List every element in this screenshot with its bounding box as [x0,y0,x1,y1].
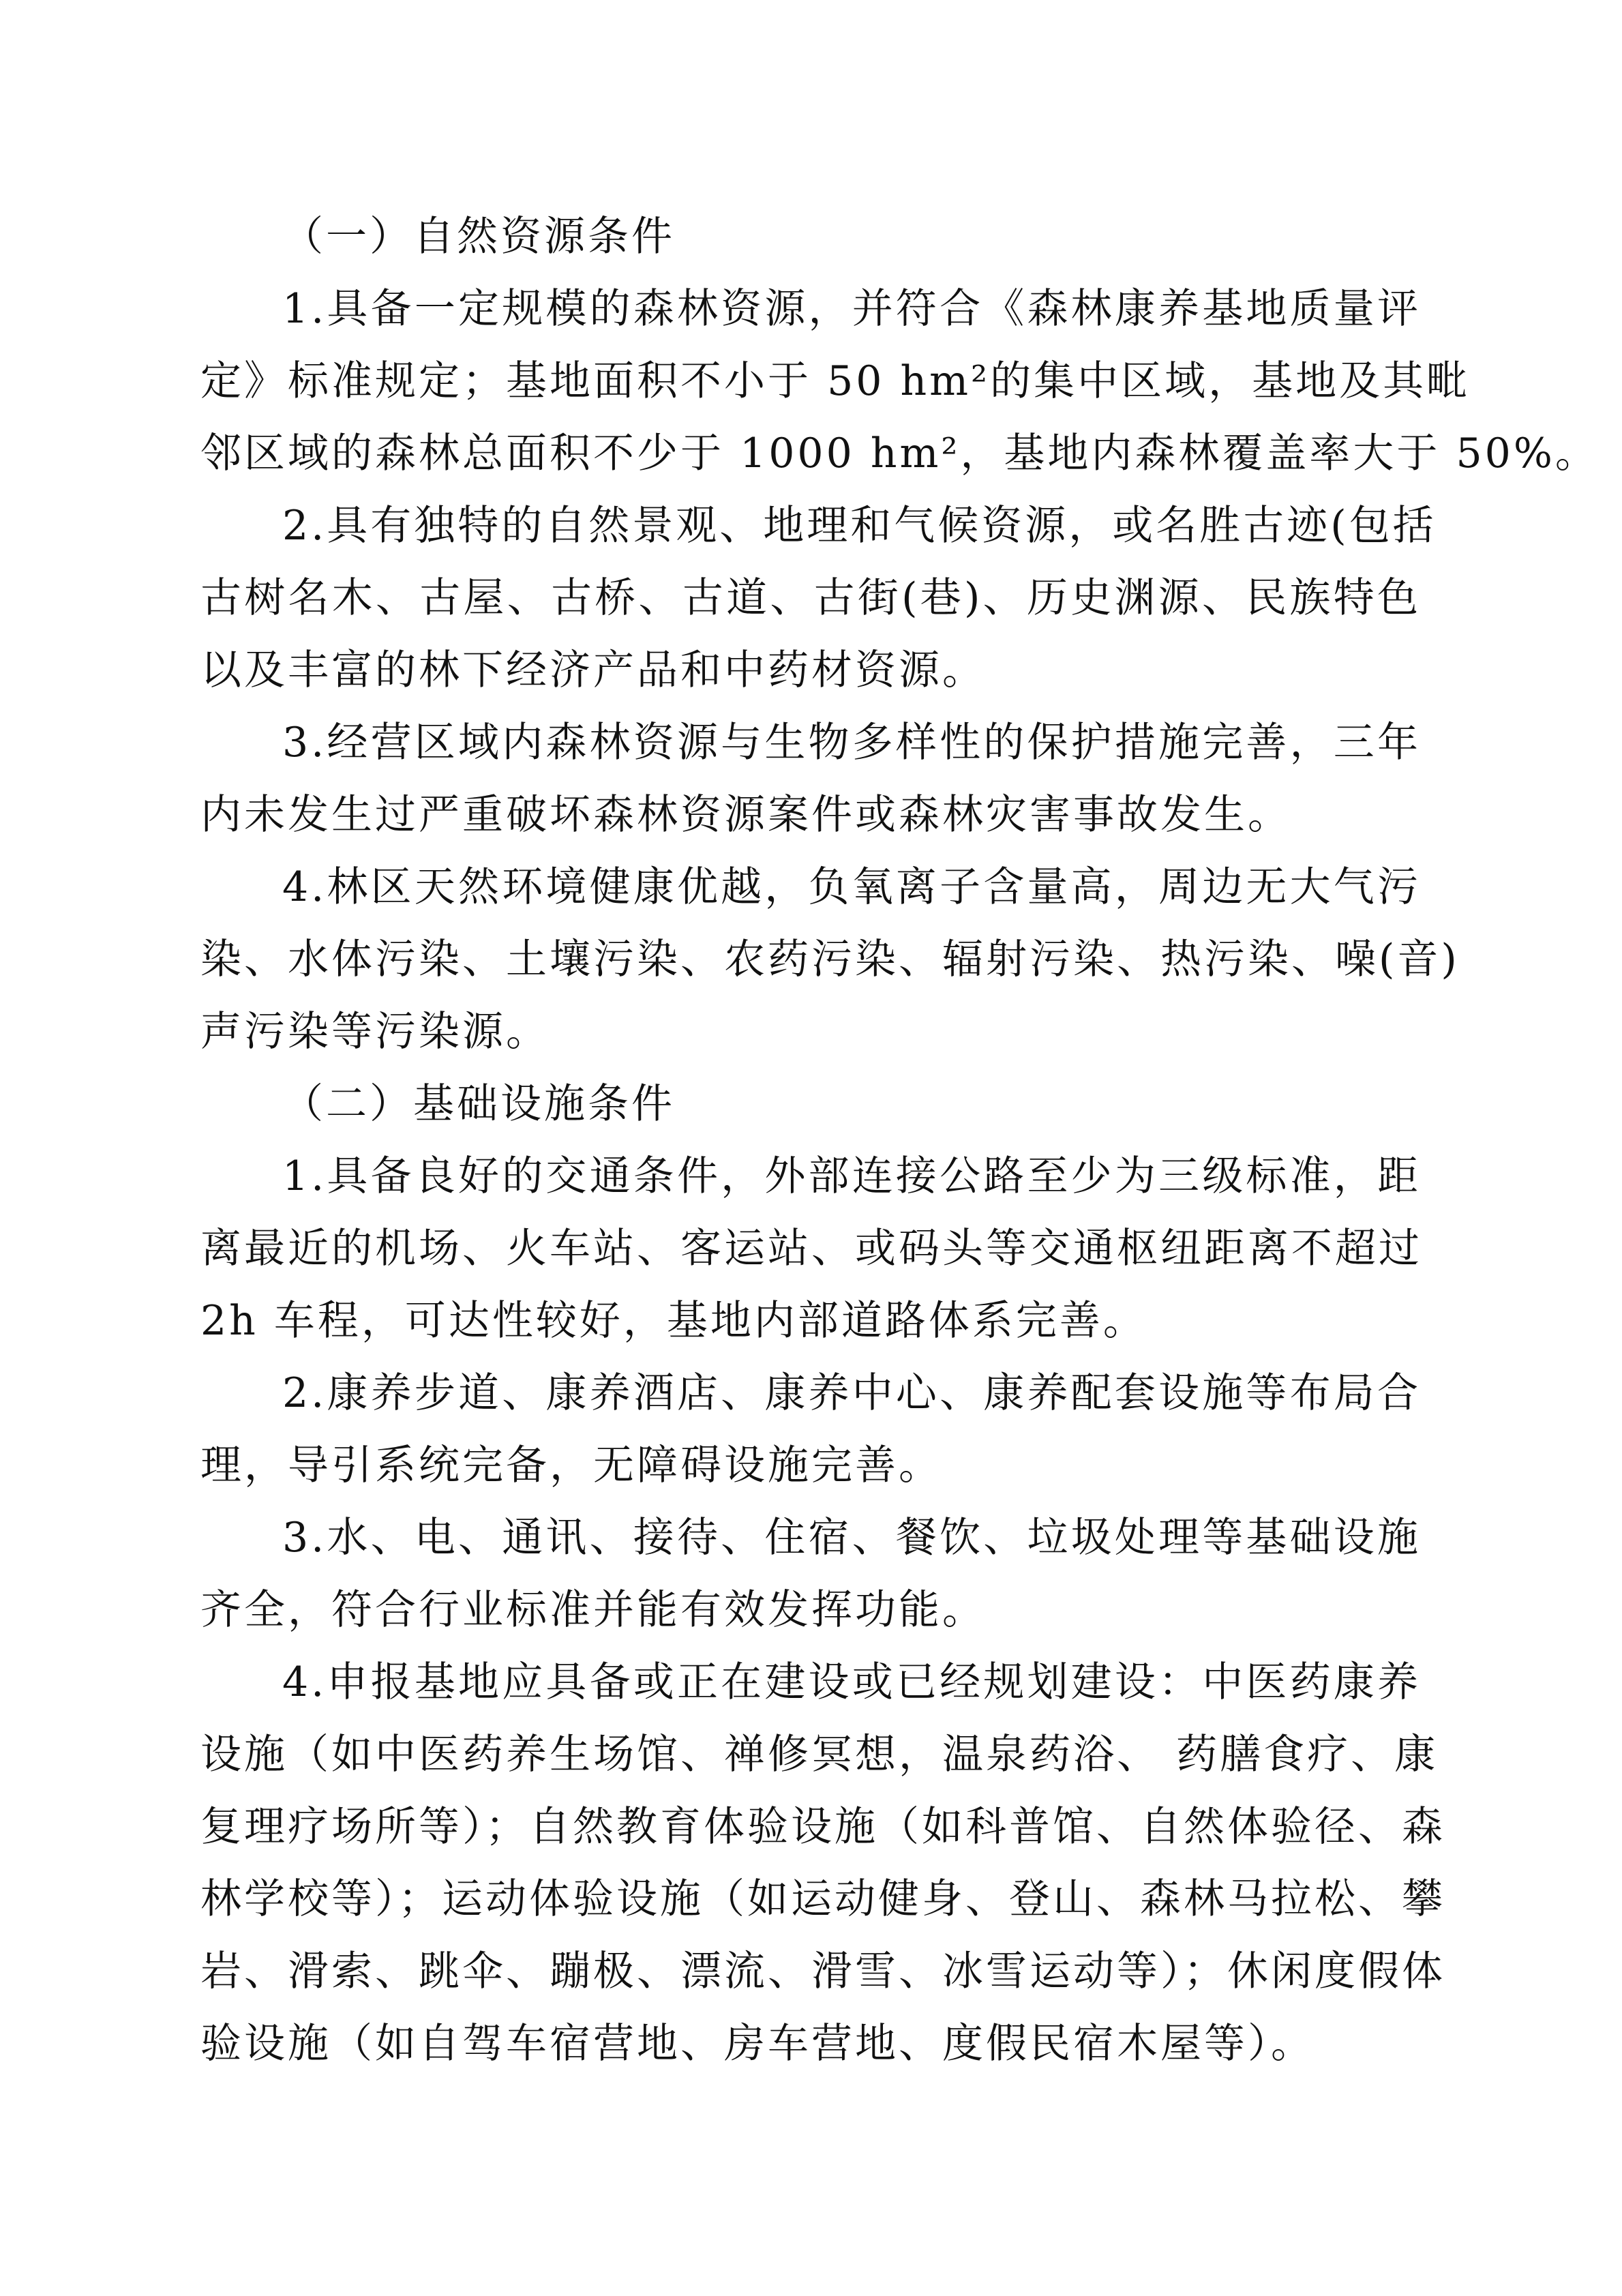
paragraph-line: 齐全，符合行业标准并能有效发挥功能。 [200,1586,986,1634]
paragraph-line: 理，导引系统完备，无障碍设施完善。 [200,1442,942,1489]
paragraph-line: 林学校等）；运动体验设施（如运动健身、登山、森林马拉松、攀 [200,1875,1445,1923]
paragraph-line: 定》标准规定；基地面积不小于 50 hm²的集中区域，基地及其毗 [200,357,1471,405]
paragraph-line: 4.申报基地应具备或正在建设或已经规划建设：中医药康养 [282,1658,1421,1706]
paragraph-line: 2h 车程，可达性较好，基地内部道路体系完善。 [200,1297,1147,1345]
section-heading-infrastructure: （二）基础设施条件 [282,1080,675,1128]
document-body [200,200,1599,2080]
paragraph-line: 设施（如中医药养生场馆、禅修冥想，温泉药浴、 药膳食疗、康 [200,1731,1439,1778]
paragraph-line: 1.具备良好的交通条件，外部连接公路至少为三级标准，距 [282,1152,1421,1200]
paragraph-line: 2.康养步道、康养酒店、康养中心、康养配套设施等布局合 [282,1369,1421,1417]
paragraph-line: 3.水、电、通讯、接待、住宿、餐饮、垃圾处理等基础设施 [282,1514,1421,1562]
paragraph-line: 邻区域的森林总面积不少于 1000 hm²，基地内森林覆盖率大于 50%。 [200,430,1599,477]
paragraph-line: 4.林区天然环境健康优越，负氧离子含量高，周边无大气污 [282,863,1421,911]
paragraph-line: 3.经营区域内森林资源与生物多样性的保护措施完善，三年 [282,719,1421,766]
paragraph-line: 声污染等污染源。 [200,1008,550,1056]
paragraph-line: 2.具有独特的自然景观、地理和气候资源，或名胜古迹(包括 [282,502,1437,550]
paragraph-line: 古树名木、古屋、古桥、古道、古街(巷)、历史渊源、民族特色 [200,574,1421,622]
paragraph-line: 内未发生过严重破坏森林资源案件或森林灾害事故发生。 [200,791,1291,839]
paragraph-line: 1.具备一定规模的森林资源，并符合《森林康养基地质量评 [282,285,1421,333]
paragraph-line: 岩、滑索、跳伞、蹦极、漂流、滑雪、冰雪运动等）；休闲度假体 [200,1948,1445,1995]
paragraph-line: 离最近的机场、火车站、客运站、或码头等交通枢纽距离不超过 [200,1225,1422,1272]
paragraph-line: 复理疗场所等）；自然教育体验设施（如科普馆、自然体验径、森 [200,1803,1445,1851]
section-heading-natural-resources: （一）自然资源条件 [282,213,675,260]
paragraph-line: 验设施（如自驾车宿营地、房车营地、度假民宿木屋等）。 [200,2020,1315,2068]
paragraph-line: 染、水体污染、土壤污染、农药污染、辐射污染、热污染、噪(音) [200,936,1460,983]
paragraph-line: 以及丰富的林下经济产品和中药材资源。 [200,646,986,694]
